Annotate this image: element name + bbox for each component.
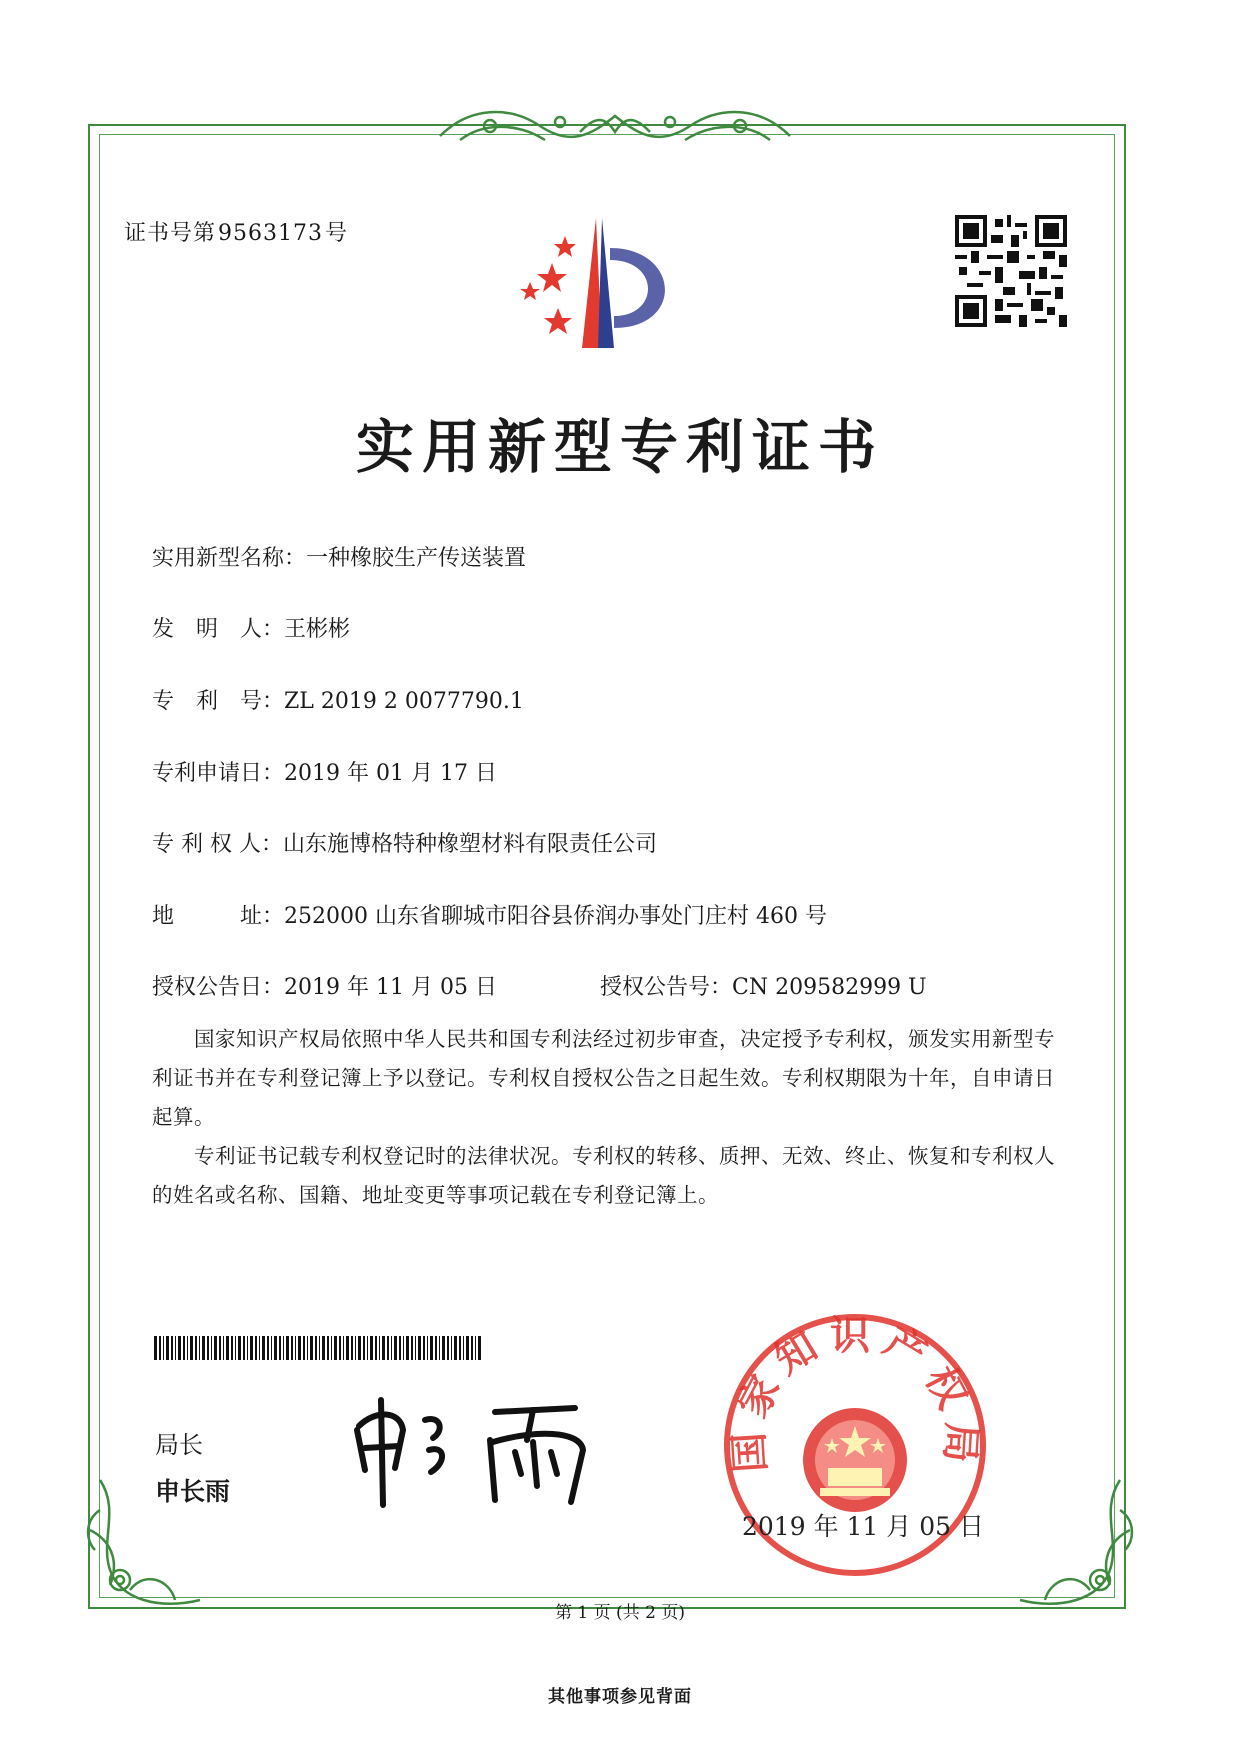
director-name: 申长雨 <box>155 1477 231 1506</box>
barcode <box>154 1336 484 1360</box>
utility-model-name-label: 实用新型名称： <box>152 546 307 571</box>
application-date-row <box>152 756 497 787</box>
address-row <box>152 899 827 930</box>
grant-number-row <box>600 970 927 1001</box>
application-date-value: 2019 年 01 月 17 日 <box>284 761 497 786</box>
certificate-number <box>124 216 350 247</box>
certificate-title: 实用新型专利证书 <box>355 413 884 481</box>
certificate-number-suffix: 号 <box>325 221 349 246</box>
address-value: 252000 山东省聊城市阳谷县侨润办事处门庄村 460 号 <box>284 904 827 929</box>
grant-date-label: 授权公告日： <box>152 975 285 1000</box>
inventor-label: 发 明 人： <box>152 617 285 642</box>
grant-date-value: 2019 年 11 月 05 日 <box>284 975 497 1000</box>
patent-number-row <box>152 684 524 715</box>
grant-number-value: CN 209582999 U <box>732 975 927 1000</box>
inventor-row <box>152 612 350 643</box>
page-indicator: 第 1 页 (共 2 页) <box>555 1603 685 1623</box>
utility-model-name-value: 一种橡胶生产传送装置 <box>306 546 527 571</box>
patentee-value: 山东施博格特种橡塑材料有限责任公司 <box>282 832 657 857</box>
patent-number-label: 专 利 号： <box>152 689 285 714</box>
application-date-label: 专利申请日： <box>152 761 285 786</box>
patent-number-value: ZL 2019 2 0077790.1 <box>284 689 524 714</box>
certificate-number-value: 9563173 <box>218 221 323 246</box>
grant-number-label: 授权公告号： <box>600 975 733 1000</box>
body-paragraph-2: 专利证书记载专利权登记时的法律状况。专利权的转移、质押、无效、终止、恢复和专利权人的姓名或名称、国籍、地址变更等事项记载在专利登记簿上。 <box>152 1144 1055 1207</box>
grant-date-row <box>152 970 497 1001</box>
qr-code <box>955 215 1067 327</box>
inventor-value: 王彬彬 <box>284 617 351 642</box>
footer-note: 其他事项参见背面 <box>548 1687 692 1707</box>
seal-text: 国家知识产权局 <box>725 1312 985 1474</box>
director-signature <box>345 1390 605 1510</box>
address-label: 地 址： <box>152 904 285 929</box>
patentee-row <box>152 827 657 858</box>
top-ornament <box>430 96 800 160</box>
director-title: 局长 <box>155 1431 203 1459</box>
body-paragraph-1: 国家知识产权局依照中华人民共和国专利法经过初步审查，决定授予专利权，颁发实用新型专利证书并在专利登记簿上予以登记。专利权自授权公告之日起生效。专利权期限为十年，自申请日起算。 <box>152 1027 1055 1129</box>
patent-office-logo <box>510 208 700 358</box>
certificate-number-prefix: 证书号第 <box>124 221 217 246</box>
patentee-label: 专 利 权 人： <box>152 832 283 857</box>
issue-date: 2019 年 11 月 05 日 <box>742 1512 984 1541</box>
utility-model-name-row <box>152 541 526 572</box>
